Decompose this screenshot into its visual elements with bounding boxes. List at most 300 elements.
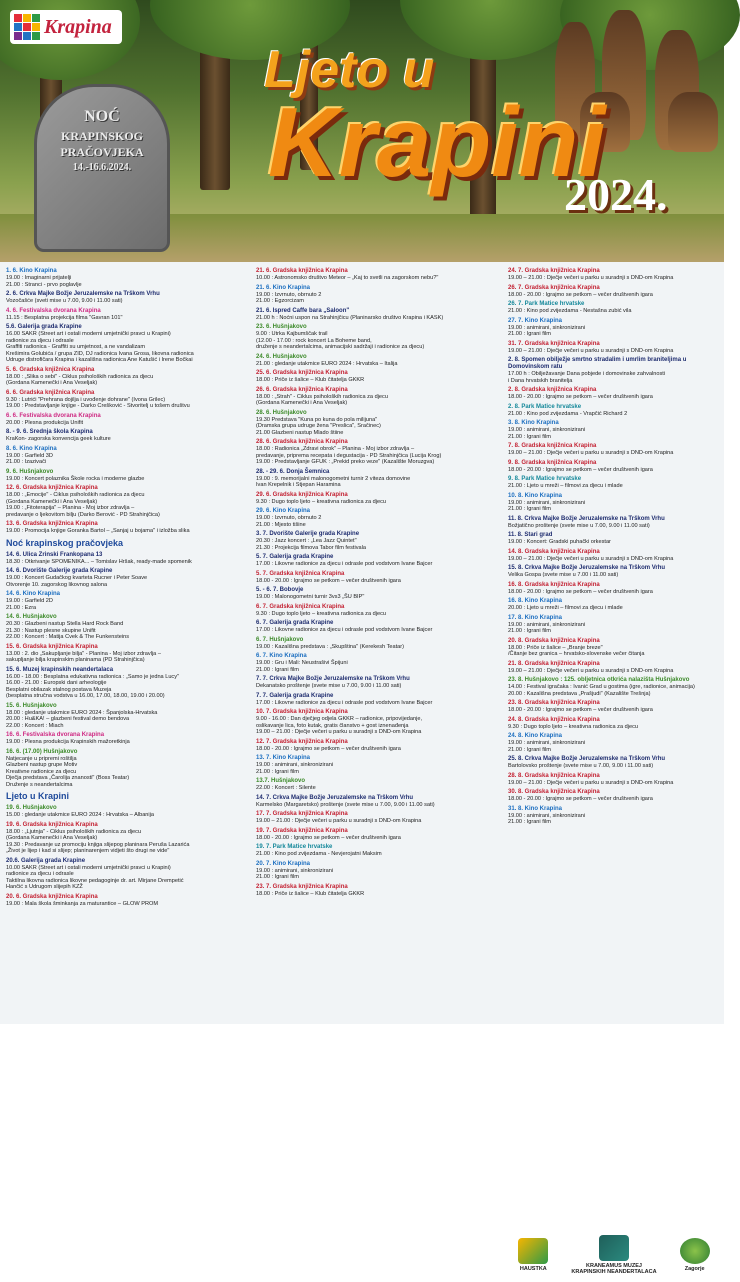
event-title: 21. 8. Gradska knjižnica Krapina <box>508 660 600 667</box>
event-detail: 21.00 : Ezra <box>6 604 37 611</box>
event-title: 2. 6. Crkva Majke Božje Jeruzalemske na Trškom Vrhu <box>6 291 160 297</box>
event-title: 6. 6. Festivalska dvorana Krapina <box>6 412 101 419</box>
event-title: 13. 7. Kino Krapina <box>256 755 311 761</box>
event-title: 5. 7. Galerija grada Krapine <box>256 554 334 560</box>
event-detail: 18.00 : gledanje utakmice EURO 2024 : Španjolska-Hrvatska <box>6 709 158 716</box>
event-title: 28. 8. Gradska knjižnica Krapina <box>508 772 600 779</box>
krapina-logo[interactable] <box>10 10 122 44</box>
event-detail: sakupljanje bilja krapinskim planinama (PD Strahinjčica) <box>6 657 145 663</box>
event-detail: 18.30 : Otkrivanje SPOMENIKA... – Tomislav Hršak, ready-made spomenik <box>6 558 192 565</box>
event-title: 21. 6. Ispred Caffe bara „Saloon" <box>256 307 350 314</box>
event-item <box>508 516 720 530</box>
event-detail: 19.00 – 21.00 : Dječje večeri u parku u suradnji s DND-om Krapina <box>508 275 674 281</box>
event-title: 30. 8. Gradska knjižnica Krapina <box>508 789 600 795</box>
event-detail: 21.00 Glazbeni nastup Mlado štiine <box>256 429 344 436</box>
event-item <box>508 549 720 563</box>
column-2 <box>256 268 500 1016</box>
event-title: 24. 7. Gradska knjižnica Krapina <box>508 268 600 274</box>
event-item <box>256 755 500 775</box>
event-item <box>6 644 248 664</box>
event-item <box>256 795 500 809</box>
event-detail: 21.00 : Igrani film <box>508 819 551 825</box>
event-title: 2. 8. Park Matice hrvatske <box>508 403 582 410</box>
event-detail: (Gordana Kamenečki i Ana Veseljak) <box>6 498 98 505</box>
event-title: 31. 7. Gradska knjižnica Krapina <box>508 340 600 347</box>
event-title: 9. 8. Gradska knjižnica Krapina <box>508 459 597 466</box>
event-title: 2. 8. Gradska knjižnica Krapina <box>508 387 597 393</box>
stone-line: PRAČOVJEKA <box>60 145 144 160</box>
event-detail: 21.00 h : Noćni uspon na Strahinjčicu (Planinarsko društvo Krapina i KASK) <box>256 314 444 321</box>
event-detail: 19.00 : Izvrnuto, obrnuto 2 <box>256 291 322 298</box>
event-item <box>256 653 500 673</box>
event-detail: Karmelsko (Margaretsko) proštenje (svete mise u 7.00, 9.00 i 11.00 sati) <box>256 801 435 808</box>
event-title: 14. 8. Gradska knjižnica Krapina <box>508 548 600 555</box>
event-title: 5. 6. Gradska knjižnica Krapina <box>6 366 95 373</box>
event-detail: 20.00 : Ljeto u mreži – filmovi za djecu i mlade <box>508 605 623 611</box>
event-item <box>6 591 248 611</box>
event-item <box>256 604 500 618</box>
event-item <box>6 390 248 410</box>
sponsor-badge-icon <box>518 1238 548 1264</box>
event-detail: 21.00 : Igrani film <box>508 433 551 440</box>
event-detail: 21.00 : Kino pod zvijezdama - Vrapčić Richard 2 <box>508 410 628 417</box>
event-detail: 19.00 : Mala škola šminkanja za maturantice – GLOW PROM <box>6 900 159 907</box>
event-title: 31. 8. Kino Krapina <box>508 805 563 812</box>
column-3 <box>508 268 720 1016</box>
event-detail: 19.00 : Promocija knjige Goranka Bartol – „Sanjaj u bojama" i izložba slika <box>6 528 190 534</box>
event-detail: 18.00 - 20.00 : Igrajmo se petkom – večer društvenih igara <box>508 707 653 713</box>
event-item <box>6 429 248 443</box>
event-title: 14. 6. Dvorište Galerije grada Krapine <box>6 568 113 574</box>
event-item <box>256 554 500 568</box>
event-group <box>6 268 248 535</box>
event-item <box>508 357 720 384</box>
event-title: 16. 8. Gradska knjižnica Krapina <box>508 581 600 588</box>
event-detail: 10.00 SAKR (Street art i ostali moderni umjetnički pravci u Krapini) <box>6 864 171 871</box>
event-title: 6. 7. Hušnjakovo <box>256 636 304 643</box>
event-item <box>508 285 720 299</box>
event-detail: /Čitanje bez granica – hrvatsko-slovenske večer čitanja <box>508 651 645 657</box>
event-group <box>6 552 248 789</box>
event-detail: 18.00 : „Emocije" - Ciklus psiholoških radionica za djecu <box>6 492 145 498</box>
event-item <box>256 410 500 437</box>
event-item <box>256 508 500 528</box>
event-detail: Otvorenje 10. zagorskog likovnog salona <box>6 581 108 588</box>
tombstone-badge <box>34 84 170 252</box>
event-detail: 19.00 : Malonogometni turnir 3vs3 „ŠU BIP" <box>256 594 365 600</box>
event-item <box>256 324 500 351</box>
event-detail: KraKon- zagorska konvencija geek kulture <box>6 436 111 442</box>
event-title: 21. 6. Kino Krapina <box>256 284 311 291</box>
sponsor-logos <box>508 1228 720 1282</box>
event-title: 19. 6. Gradska knjižnica Krapina <box>6 821 98 828</box>
event-detail: Dekanatsko proštenje (svete mise u 7.00, 9.00 i 11.00 sati) <box>256 683 402 689</box>
page-title-top: Ljeto u <box>264 41 435 99</box>
event-detail: 21.00 : Igrani film <box>508 331 551 337</box>
event-item <box>508 404 720 418</box>
event-title: 14. 6. Ulica Zrinski Frankopana 13 <box>6 551 103 558</box>
event-title: 24. 6. Hušnjakovo <box>256 353 307 360</box>
event-title: 6. 6. Gradska knjižnica Krapina <box>6 389 95 396</box>
event-item <box>256 884 500 898</box>
event-detail: 19.00 : animirani, sinkronizirani <box>508 324 586 331</box>
sponsor-label: KRANEAMUS MUZEJ KRAPINSKIH NEANDERTALACA <box>571 1263 657 1275</box>
event-title: 27. 7. Kino Krapina <box>508 317 563 324</box>
column-1 <box>6 268 248 1016</box>
event-detail: 18.00 - 20.00 : Igrajmo se petkom – večer društvenih igara <box>256 577 401 584</box>
event-detail: Bartolovsko proštenje (svete mise u 7.00, 9.00 i 11.00 sati) <box>508 763 654 769</box>
event-item <box>256 739 500 753</box>
event-detail: „Život je lijep i kad si slijep; planinarenjem vidjeti što drugi ne vide" <box>6 848 170 854</box>
event-title: 17. 8. Kino Krapina <box>508 614 563 621</box>
event-detail: 19.00 : 9. memorijalni malonogometni turnir 2 viteza domovine <box>256 475 411 482</box>
sponsor-badge-icon <box>599 1235 629 1261</box>
event-title: 14. 6. Hušnjakovo <box>6 614 57 620</box>
event-title: 8. 6. Kino Krapina <box>6 445 57 452</box>
event-detail: predavanje o ljekovitom bilju (Darko Berović - PD Strahinjčica) <box>6 511 160 518</box>
event-item <box>6 367 248 387</box>
event-title: 12. 6. Gradska knjižnica Krapina <box>6 485 98 491</box>
event-item <box>508 615 720 635</box>
event-title: 7. 7. Galerija grada Krapine <box>256 692 334 699</box>
event-title: 26. 7. Park Matice hrvatske <box>508 301 585 307</box>
event-listing <box>0 262 724 1275</box>
event-detail: 19.00 : Kazališna predstava : „Skupština" (Kerekesh Teatar) <box>256 643 405 650</box>
sponsor-logo[interactable] <box>518 1238 548 1272</box>
event-detail: 19.00 – 21.00 : Dječje večeri u parku u suradnji s DND-om Krapina <box>508 779 674 786</box>
event-title: 23. 6. Hušnjakovo <box>256 324 307 330</box>
event-title: 16. 6. (17.00) Hušnjakovo <box>6 748 78 755</box>
event-item <box>6 308 248 322</box>
event-detail: 18.00 : „Ljutnja" - Ciklus psiholoških radionica za djecu <box>6 828 142 835</box>
event-title: 16. 6. Festivalska dvorana Krapina <box>6 732 105 738</box>
event-detail: 10.00 : Astronomsko društvo Meteor – „Kaj to svetli na zagorskom nebu?" <box>256 275 439 281</box>
event-title: 14. 7. Crkva Majke Božje Jeruzalemske na Trškom Vrhu <box>256 794 414 801</box>
event-item <box>6 894 248 908</box>
event-detail: radionice za djecu i odrasle <box>6 871 74 877</box>
event-item <box>508 677 720 697</box>
event-title: 3. 7. Dvorište Galerije grada Krapine <box>256 531 360 537</box>
event-item <box>256 828 500 842</box>
event-detail: 20.30 : Glazbeni nastup Stella Hard Rock Band <box>6 621 124 627</box>
event-detail: 19.00 – 21.00 : Dječje večeri u parku u suradnji s DND-om Krapina <box>256 818 422 824</box>
event-title: 24. 8. Gradska knjižnica Krapina <box>508 716 600 723</box>
event-item <box>6 703 248 730</box>
event-title: 9. 8. Park Matice hrvatske <box>508 476 582 482</box>
event-detail: 19.00 – 21.00 : Dječje večeri u parku u suradnji s DND-om Krapina <box>508 555 674 562</box>
event-item <box>6 291 248 305</box>
event-item <box>508 443 720 457</box>
event-title: 23. 7. Gradska knjižnica Krapina <box>256 883 348 890</box>
event-detail: 19.00 : Predstavljanje knjige - Darko Crešković - Stvoritelj u tošem društvu <box>6 403 190 409</box>
event-detail: Natjecanje u pripremi roštilja <box>6 755 77 762</box>
event-detail: 18.00 - 20.00 : Igrajmo se petkom – večer društvenih igara <box>508 394 653 400</box>
event-detail: 20.30 : Jazz koncert : „Lea Jazz Quintet" <box>256 538 357 544</box>
event-detail: 21.00 : Ljeto u mreži – filmovi za djecu i mlade <box>508 483 623 489</box>
caveman-figure <box>668 92 718 152</box>
event-detail: Ivan Krepelnik i Stjepan Haramina <box>256 482 341 488</box>
event-item <box>6 469 248 483</box>
event-detail: 19.00 – 21.00 : Dječje večeri u parku u suradnji s DND-om Krapina <box>508 450 674 456</box>
sponsor-logo[interactable] <box>680 1238 710 1272</box>
event-detail: 9.00 - 16.00 : Dan dječjeg odjela GKKR – radionice, pripovijedanje, <box>256 716 423 722</box>
event-title: 7. 8. Gradska knjižnica Krapina <box>508 443 597 449</box>
event-detail: 17.00 : Likovne radionice za djecu i odrasle pod vodstvom Ivane Bajcer <box>256 699 433 706</box>
event-title: 5. 7. Gradska knjižnica Krapina <box>256 570 345 577</box>
event-title: 17. 7. Gradska knjižnica Krapina <box>256 811 348 817</box>
event-title: 20.6. Galerija grada Krapine <box>6 857 86 864</box>
event-detail: 13.00 : 2. dio „Sakupljanje bilja" - Planina - Moj izbor zdravlja – <box>6 650 161 657</box>
event-detail: 21.00 : Igrani film <box>256 666 299 673</box>
event-detail: 22.00 : Koncert : Miach <box>6 722 64 729</box>
event-title: 26. 7. Gradska knjižnica Krapina <box>508 284 600 291</box>
event-title: 1. 6. Kino Krapina <box>6 268 57 274</box>
event-title: 8. - 9. 6. Srednja škola Krapina <box>6 429 93 435</box>
event-item <box>256 709 500 736</box>
event-detail: 11.15 : Besplatna projekcija filma "Gavran 101" <box>6 314 123 321</box>
event-item <box>508 493 720 513</box>
event-item <box>6 446 248 466</box>
event-detail: Dječja predstava „Čarolija znanosti" (Boss Teatar) <box>6 775 130 781</box>
event-title: 29. 6. Kino Krapina <box>256 508 311 514</box>
event-detail: 18.00 - 20.00 : Igrajmo se petkom – večer društvenih igara <box>256 834 401 841</box>
event-detail: 19.00 – 21.00 : Dječje večeri u parku u suradnji s DND-om Krapina <box>508 347 674 354</box>
event-item <box>256 268 500 282</box>
event-item <box>508 532 720 546</box>
event-title: 6. 7. Gradska knjižnica Krapina <box>256 603 345 610</box>
event-detail: 18.00 - 20.00 : Igrajmo se petkom – večer društvenih igara <box>256 745 401 752</box>
event-item <box>6 805 248 819</box>
sponsor-label: HAUSTKA <box>519 1266 547 1272</box>
event-detail: 21.00 : Egzorcizam <box>256 298 304 304</box>
event-item <box>508 598 720 612</box>
event-item <box>508 717 720 731</box>
event-item <box>508 476 720 490</box>
event-detail: 19.00 : animirani, sinkronizirani <box>256 762 334 768</box>
event-title: 26. 6. Gradska knjižnica Krapina <box>256 386 348 393</box>
event-detail: 20.00 : Kazališna predstava „Prašjudi" (Kazalište Trešnja) <box>508 690 651 697</box>
event-item <box>508 638 720 658</box>
event-item <box>256 778 500 792</box>
event-detail: 14.00 : Festival igračaka : Ivanić Grad u gostima (igre, radionice, animacija) <box>508 684 695 690</box>
event-detail: 21.00 : Izazivači <box>6 459 47 465</box>
event-title: 13. 6. Gradska knjižnica Krapina <box>6 521 98 527</box>
event-title: 20. 6. Gradska knjižnica Krapina <box>6 893 98 900</box>
event-item <box>508 341 720 355</box>
event-title: 28. 6. Gradska knjižnica Krapina <box>256 439 348 445</box>
event-detail: 18.00 : Priče iz šalice – Klub čitatelja GKKR <box>256 377 365 383</box>
event-detail: 21.00 : gledanje utakmice EURO 2024 : Hrvatska – Italija <box>256 360 398 367</box>
event-title: 11. 8. Crkva Majke Božje Jeruzalemske na Trškom Vrhu <box>508 515 665 522</box>
event-detail: 19.00 : Imaginarni prijatelji <box>6 275 72 281</box>
event-detail: 19.30 Predstava "Kuna po kuna do pola milijuna" <box>256 416 378 423</box>
event-title: 20. 8. Gradska knjižnica Krapina <box>508 637 600 644</box>
event-detail: 21.00 : Mjesto tišine <box>256 521 306 528</box>
event-item <box>508 733 720 753</box>
event-title: 3. 8. Kino Krapina <box>508 420 559 426</box>
event-title: 28. - 29. 6. Donja Šemnica <box>256 468 330 475</box>
event-item <box>256 861 500 881</box>
event-detail: 18.00 - 20.00 : Igrajmo se petkom – večer društvenih igara <box>508 588 653 595</box>
event-detail: Božjatično proštenje (svete mise u 7.00, 9.00 i 11.00 sati) <box>508 522 650 529</box>
event-item <box>6 667 248 700</box>
event-title: 28. 6. Hušnjakovo <box>256 409 307 416</box>
event-item <box>6 268 248 288</box>
event-detail: 19.00 – 21.00 : Dječje večeri u parku u suradnji s DND-om Krapina <box>508 667 674 674</box>
event-item <box>508 460 720 474</box>
event-detail: 17.00 : Likovne radionice za djecu i odrasle pod vodstvom Ivane Bajcer <box>256 561 433 567</box>
event-detail: 20.00 : Hu&KA! – glazbeni festival demo bendova <box>6 716 130 722</box>
event-detail: Udruge distrofičara Krapina i kazališna radionica Ane Katušić i Irene Bočkai <box>6 357 193 363</box>
section-heading: Ljeto u Krapini <box>6 791 69 801</box>
event-title: 5.6. Galerija grada Krapine <box>6 324 82 330</box>
event-item <box>256 676 500 690</box>
event-title: 10. 8. Kino Krapina <box>508 492 563 499</box>
event-item <box>6 413 248 427</box>
event-detail: 19.00 : animirani, sinkronizirani <box>508 499 586 506</box>
event-detail: 22.00 : Koncert : Silente <box>256 785 316 791</box>
event-detail: 19.00 : Koncert Gudačkog kvarteta Rucner i Peter Soave <box>6 575 148 581</box>
event-detail: 19.00 – 21.00 : Dječje večeri u parku u suradnji s DND-om Krapina <box>256 729 422 735</box>
event-detail: Velika Gospa (svete mise u 7.00 i 11.00 sati) <box>508 572 619 578</box>
event-item <box>6 568 248 588</box>
event-detail: 18.00 : Priče iz šalice – „Branje breze" <box>508 644 603 651</box>
event-title: 21. 6. Gradska knjižnica Krapina <box>256 268 348 274</box>
event-item <box>508 387 720 401</box>
event-item <box>6 749 248 789</box>
event-detail: Kreativne radionice za djecu <box>6 768 77 775</box>
event-item <box>256 308 500 322</box>
event-detail: Graffiti radionica - Graffiti su umjetnost, a ne vandalizam <box>6 344 146 350</box>
event-detail: 19.00 : „Fitoterapija" – Planina - Moj izbor zdravlja – <box>6 505 135 511</box>
event-item <box>508 700 720 714</box>
event-title: 11. 8. Stari grad <box>508 532 553 538</box>
event-detail: (besplatna stručna vodstva u 16.00, 17.00, 18.00, 19.00 i 20.00) <box>6 693 165 699</box>
logo-text: Krapina <box>44 15 112 38</box>
event-detail: 15.00 : gledanje utakmice EURO 2024 : Hrvatska – Albanija <box>6 812 155 818</box>
event-item <box>508 661 720 675</box>
event-detail: 21.00 : Igrani film <box>256 768 299 775</box>
event-detail: 9.30 : Dugo toplo ljeto – kreativna radionica za djecu <box>256 610 386 617</box>
event-detail: Druženje s neandertalcima <box>6 781 73 788</box>
event-item <box>256 637 500 651</box>
event-item <box>256 469 500 489</box>
event-detail: 20.00 : Plesna produkcija Unifit <box>6 419 84 426</box>
event-item <box>508 806 720 826</box>
event-title: 29. 6. Gradska knjižnica Krapina <box>256 491 348 498</box>
event-detail: i Dana hrvatskih branitelja <box>508 377 573 384</box>
event-item <box>6 822 248 855</box>
event-detail: 18.00 : „Slika o sebi" - Ciklus psiholoških radionica za djecu <box>6 373 154 380</box>
event-detail: Glazbeni nastup grupe Motiv <box>6 762 78 768</box>
event-detail: 21.00 : Igrani film <box>508 746 551 753</box>
event-group <box>6 805 248 907</box>
stone-line: NOĆ <box>84 108 120 125</box>
event-item <box>508 789 720 803</box>
event-detail: 19.00 : Koncert polaznika Škole rocka i moderne glazbe <box>6 475 145 482</box>
section-heading: Noć krapinskog pračovjeka <box>6 537 124 548</box>
event-detail: 18.00 - 20.00 : Igrajmo se petkom – večer društvenih igara <box>508 291 653 298</box>
event-detail: 19.00 : animirani, sinkronizirani <box>256 867 334 874</box>
sponsor-badge-icon <box>680 1238 710 1264</box>
event-item <box>256 693 500 707</box>
event-item <box>256 571 500 585</box>
event-detail: 16.00 - 18.00 : Besplatna edukativna radionica : „Samo je jedna Lucy" <box>6 673 180 680</box>
event-item <box>256 439 500 466</box>
hero-banner <box>0 0 724 262</box>
event-detail: 19.00 : Garfield 3D <box>6 452 53 459</box>
event-title: 9. 6. Hušnjakovo <box>6 468 54 475</box>
event-title: 23. 8. Hušnjakovo : 125. obljetnica otkrića nalazišta Hušnjakovo <box>508 677 690 683</box>
event-title: 24. 8. Kino Krapina <box>508 733 563 739</box>
event-detail: 22.00 : Koncert : Matija Cvek & The Funkensteins <box>6 634 130 640</box>
sponsor-logo[interactable] <box>569 1235 659 1275</box>
event-item <box>256 285 500 305</box>
event-item <box>6 614 248 641</box>
event-detail: 21.00 : Kino pod zvijezdama - Nestašna zubić vila <box>508 308 632 314</box>
event-title: 23. 8. Gradska knjižnica Krapina <box>508 700 600 706</box>
event-title: 15. 6. Hušnjakovo <box>6 702 57 709</box>
event-detail: 19.00 : Garfield 2D <box>6 598 53 604</box>
event-item <box>256 811 500 825</box>
event-title: 25. 6. Gradska knjižnica Krapina <box>256 370 348 376</box>
event-detail: 21.00 : Igrani film <box>508 506 551 512</box>
logo-mark-icon <box>14 14 40 40</box>
event-detail: Besplatni obilazak stalnog postava Muzeja <box>6 686 112 693</box>
event-title: 19. 7. Park Matice hrvatske <box>256 844 333 850</box>
event-item <box>6 858 248 891</box>
event-item <box>256 387 500 407</box>
event-item <box>508 420 720 440</box>
event-detail: 9.30 : Dugo toplo ljeto – kreativna radionica za djecu <box>508 723 638 730</box>
event-detail: 19.00 : animirani, sinkronizirani <box>508 812 586 819</box>
event-detail: 17.00 : Likovne radionice za djecu i odrasle pod vodstvom Ivane Bajcer <box>256 627 433 633</box>
event-detail: 18.00 : Priče iz šalice – Klub čitatelja GKKR <box>256 890 365 897</box>
event-title: 6. 7. Kino Krapina <box>256 653 307 659</box>
event-title: 15. 8. Crkva Majke Božje Jeruzalemske na Trškom Vrhu <box>508 565 666 571</box>
event-detail: 9.00 : Utrka Kajbumščak trail <box>256 331 328 337</box>
event-detail: 18.00 - 20.00 : Igrajmo se petkom – večer društvenih igara <box>508 796 653 802</box>
event-title: 16. 8. Kino Krapina <box>508 598 563 604</box>
event-title: 2. 8. Spomen obilježje smrtno stradalim i umrlim braniteljima u Domovinskom ratu <box>508 357 687 370</box>
event-detail: 21.00 : Igrani film <box>256 874 299 880</box>
event-detail: 21.00 : Igrani film <box>508 628 551 634</box>
event-item <box>6 521 248 535</box>
event-title: 12. 7. Gradska knjižnica Krapina <box>256 738 348 745</box>
event-title: 19. 7. Gradska knjižnica Krapina <box>256 827 348 834</box>
event-item <box>508 756 720 770</box>
event-title: 15. 6. Muzej krapinskih neandertalaca <box>6 666 114 673</box>
event-detail: 19.00 : Plesna produkcija Krapinskih mažoretkinja <box>6 739 130 745</box>
event-detail: 19.00 : Predstavljanje GFUK : „Prekid preko veze" (Kazalište Moruzgva) <box>256 459 435 465</box>
event-detail: 9.30 : Dugo toplo ljeto – kreativna radionica za djecu <box>256 498 386 505</box>
event-detail: druženje s neandertalcima, animacijski sadržaji i radionice za djecu) <box>256 344 425 350</box>
event-detail: 21.30 : Nastup plesne skupine Unifit <box>6 627 96 634</box>
event-detail: predavanje, priprema recepata i degustacija - PD Strahinjčica (Lucija Krog) <box>256 452 442 459</box>
event-title: 13.7. Hušnjakovo <box>256 778 306 784</box>
page-title-year: 2024. <box>564 169 668 220</box>
event-detail: (12.00 - 17.00 : rock koncert La Boheme band, <box>256 337 372 344</box>
event-detail: 17.00 h : Obilježavanje Dana pobjede i domovinske zahvalnosti <box>508 371 666 377</box>
event-item <box>6 324 248 364</box>
event-item <box>256 531 500 551</box>
event-detail: (Gordana Kamenečki i Ana Veseljak) <box>256 400 348 406</box>
event-detail: (Gordana Kamenečki i Ana Veseljak) <box>6 835 98 841</box>
event-detail: 19.00 : Koncert: Gradski puhački orkestar <box>508 539 611 545</box>
stone-line: 14.-16.6.2024. <box>72 161 132 173</box>
event-item <box>6 485 248 518</box>
event-detail: (Gordana Kamenečki i Ana Veseljak) <box>6 380 98 386</box>
